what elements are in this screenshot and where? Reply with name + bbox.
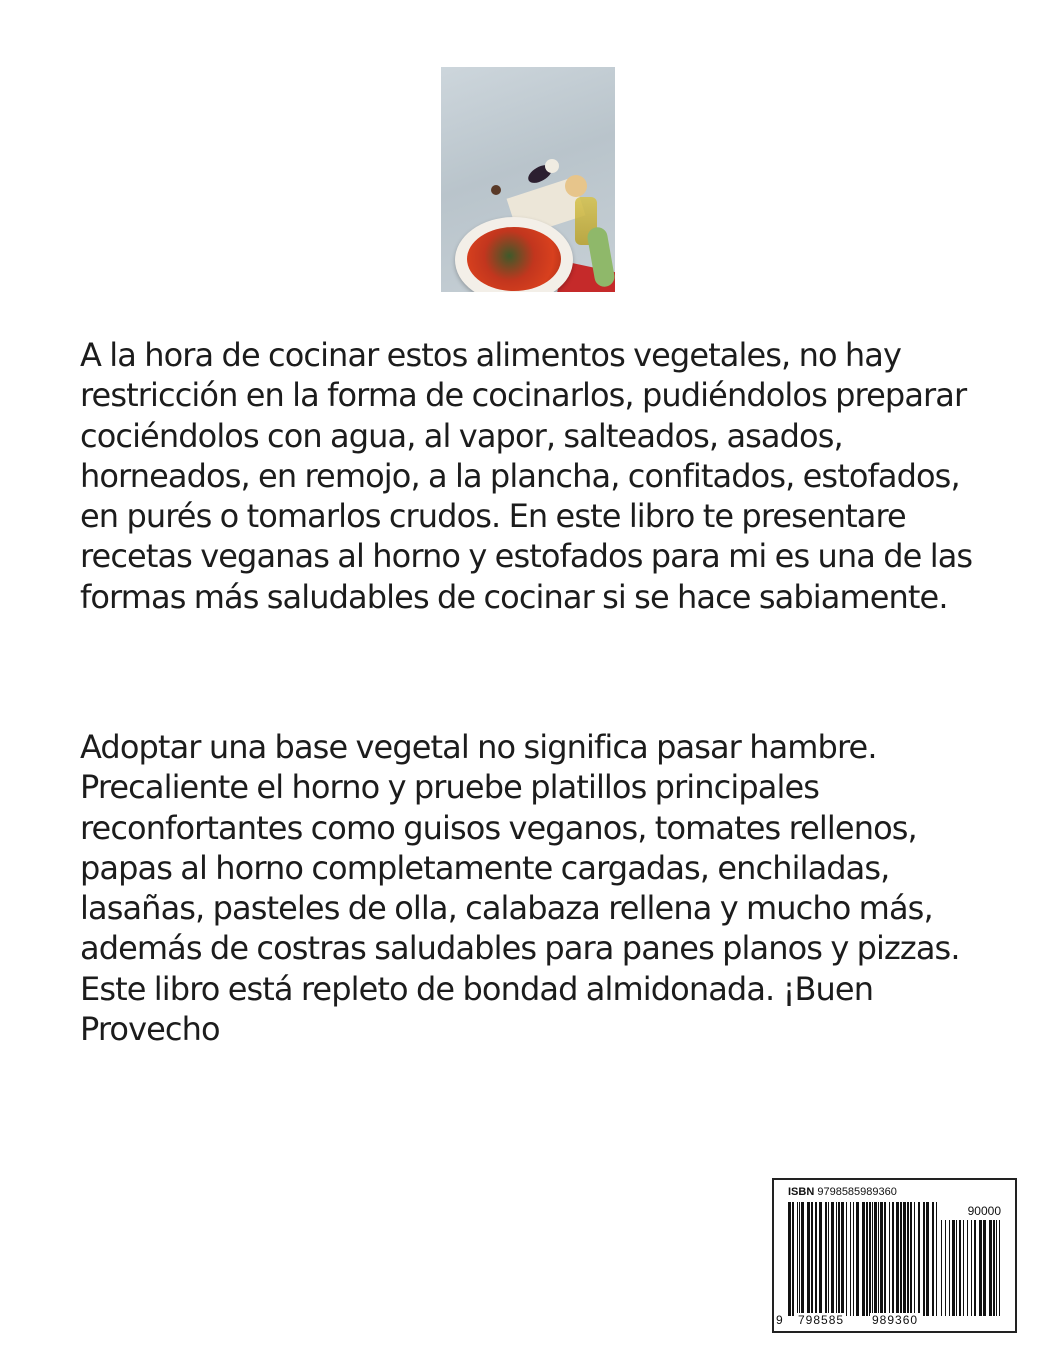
barcode-bar: [971, 1220, 972, 1316]
barcode-bar: [967, 1220, 968, 1316]
barcode-bar: [825, 1202, 827, 1316]
barcode-bar: [846, 1202, 847, 1316]
barcode-bar: [996, 1220, 997, 1316]
barcode-bar: [869, 1202, 871, 1316]
barcode-bar: [866, 1202, 868, 1316]
barcode-bar: [856, 1202, 859, 1316]
barcode-bar: [989, 1220, 992, 1316]
barcode-bar: [918, 1202, 920, 1316]
barcode-bar: [853, 1202, 854, 1316]
barcode-bar: [831, 1202, 834, 1316]
barcode-bar: [797, 1202, 798, 1316]
barcode-bar: [945, 1220, 946, 1316]
garlic: [545, 159, 559, 173]
barcode-bar: [900, 1202, 902, 1316]
barcode-bar: [932, 1202, 934, 1316]
barcode-bar: [949, 1220, 950, 1316]
barcode-bar: [892, 1202, 894, 1316]
barcode-bar: [926, 1202, 929, 1316]
barcode-digit-group-2: 989360: [872, 1313, 919, 1327]
barcode-bar: [910, 1202, 912, 1316]
barcode-bar: [923, 1202, 925, 1316]
barcode-bar: [872, 1202, 873, 1316]
paragraph-description: Adoptar una base vegetal no significa pasar hambre. Precaliente el horno y pruebe platillos principales reconfortantes como guisos veganos, tomates rellenos, papas al horno completamente cargadas, enchiladas, lasañas, pasteles de olla, calabaza rellena y mucho más, además de costras saludables para panes planos y pizzas. Este libro está repleto de bondad almidonada. ¡Buen Provecho: [80, 728, 960, 1049]
barcode-bar: [836, 1202, 837, 1316]
barcode-bar: [828, 1202, 829, 1316]
barcode-bar: [862, 1202, 865, 1316]
barcode-bar: [792, 1202, 794, 1316]
price-code: 90000: [967, 1204, 1001, 1218]
barcode-bar: [815, 1202, 817, 1316]
barcode-bar: [838, 1202, 840, 1316]
barcode-bar: [878, 1202, 879, 1316]
isbn-label: [788, 1186, 897, 1198]
barcode-bar: [788, 1202, 791, 1316]
isbn-number: 9798585989360: [817, 1186, 897, 1198]
isbn-barcode: [772, 1178, 1017, 1333]
barcode-bar: [811, 1202, 813, 1316]
barcode-bar: [907, 1202, 909, 1316]
barcode-lead-digit: 9: [776, 1313, 783, 1327]
onion: [565, 175, 587, 197]
barcode-bar: [914, 1202, 915, 1316]
barcode-bar: [974, 1220, 976, 1316]
cover-photo: [441, 67, 615, 292]
isbn-prefix: ISBN: [788, 1186, 815, 1198]
barcode-bar: [936, 1202, 937, 1316]
barcode-bar: [807, 1202, 810, 1316]
barcode-bar: [880, 1202, 883, 1316]
barcode-bar: [889, 1202, 890, 1316]
barcode-bar: [903, 1202, 906, 1316]
barcode-bar: [841, 1202, 844, 1316]
barcode-bar: [801, 1202, 804, 1316]
ratatouille: [467, 227, 561, 291]
barcode-bar: [874, 1202, 877, 1316]
barcode-bar: [963, 1220, 964, 1316]
barcode-bar: [956, 1220, 957, 1316]
barcode-bar: [999, 1220, 1000, 1316]
barcode-bar: [884, 1202, 886, 1316]
barcode-bar: [819, 1202, 822, 1316]
ean-barcode-bars: [788, 1202, 938, 1316]
barcode-digit-group-1: 798585: [798, 1313, 845, 1327]
barcode-bar: [850, 1202, 851, 1316]
addon-barcode-bars: [941, 1220, 1001, 1316]
peppercorns: [491, 185, 501, 195]
barcode-bar: [983, 1220, 986, 1316]
barcode-bar: [896, 1202, 899, 1316]
barcode-bar: [799, 1202, 800, 1316]
barcode-bar: [993, 1220, 995, 1316]
barcode-bar: [952, 1220, 955, 1316]
barcode-bar: [941, 1220, 942, 1316]
barcode-bar: [959, 1220, 961, 1316]
barcode-bar: [979, 1220, 982, 1316]
paragraph-intro: A la hora de cocinar estos alimentos vegetales, no hay restricción en la forma de cocinarlos, pudiéndolos preparar cociéndolos con agua, al vapor, salteados, asados, horneados, en remojo, a la plancha, confitados, estofados, en purés o tomarlos crudos. En este libro te presentare recetas veganas al horno y estofados para mi es una de las formas más saludables de cocinar si se hace sabiamente.: [80, 336, 973, 616]
